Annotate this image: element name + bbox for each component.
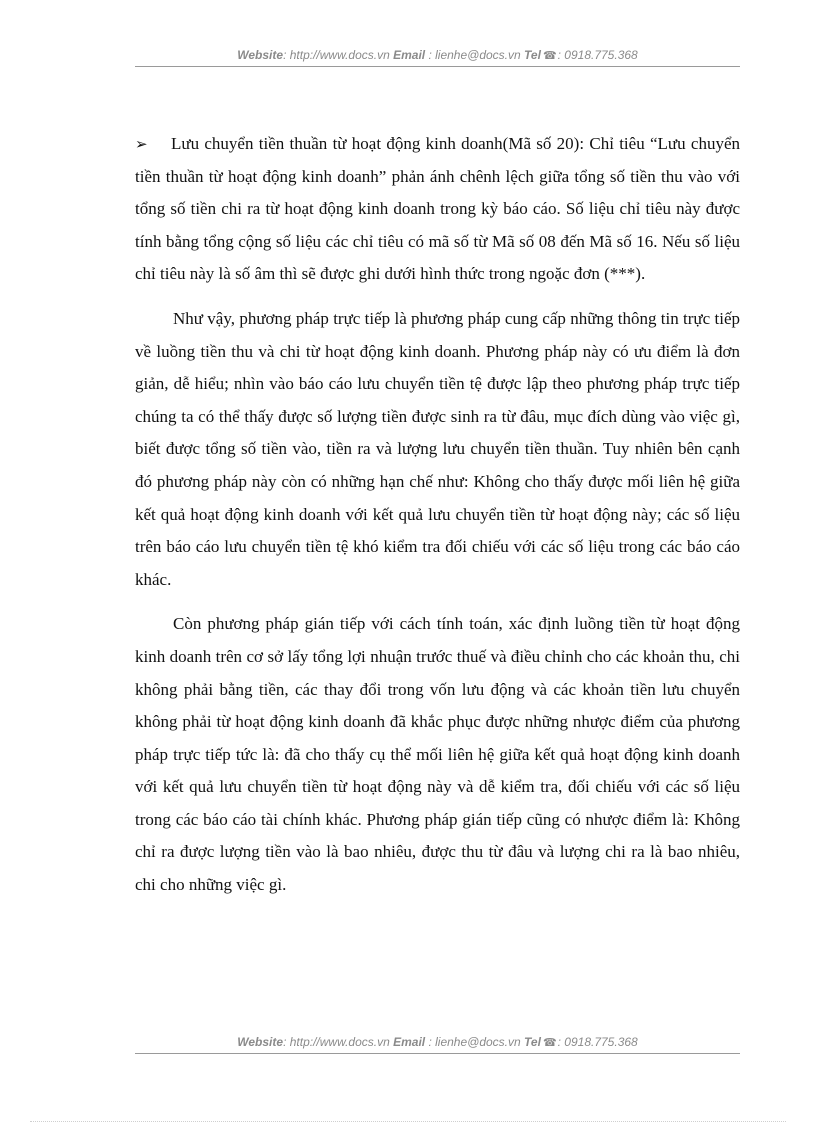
paragraph-2: Như vậy, phương pháp trực tiếp là phương pháp cung cấp những thông tin trực tiếp về luồng tiền thu và chi từ hoạt động kinh doanh. Phương pháp này có ưu điểm là đơn giản, dễ hiểu; nhìn vào báo cáo lưu chuyển tiền tệ được lập theo phương pháp trực tiếp chúng ta có thể thấy được số lượng tiền được sinh ra từ đâu, mục đích dùng vào việc gì, biết được tổng số tiền vào, tiền ra và lượng lưu chuyển tiền thuần. Tuy nhiên bên cạnh đó phương pháp này còn có những hạn chế như: Không cho thấy được mối liên hệ giữa kết quả hoạt động kinh doanh với kết quả lưu chuyển tiền từ hoạt động này; các số liệu trên báo cáo lưu chuyển tiền tệ khó kiểm tra đối chiếu với các số liệu trong các báo cáo khác. [135,308,740,589]
page-footer [135,1035,740,1049]
phone-icon: ☎ [542,50,557,62]
header-tel-value: : 0918.775.368 [557,48,638,62]
page-header [135,48,740,62]
paragraph-3: Còn phương pháp gián tiếp với cách tính toán, xác định luồng tiền từ hoạt động kinh doanh trên cơ sở lấy tổng lợi nhuận trước thuế và điều chỉnh cho các khoản thu, chi không phải bằng tiền, các thay đổi trong vốn lưu động và các khoản tiền lưu chuyển không phải từ hoạt động kinh doanh đã khắc phục được những nhược điểm của phương pháp trực tiếp tức là: đã cho thấy cụ thể mối liên hệ giữa kết quả hoạt động kinh doanh với kết quả lưu chuyển tiền từ hoạt động này và dễ kiểm tra, đối chiếu với các số liệu trong các báo cáo tài chính khác. Phương pháp gián tiếp cũng có nhược điểm là: Không chỉ ra được lượng tiền vào là bao nhiêu, được thu từ đâu và lượng chi ra là bao nhiêu, chi cho những việc gì. [135,614,740,895]
header-divider [135,66,740,67]
header-tel-label: Tel [524,48,541,62]
header-email-value: : lienhe@docs.vn [425,48,525,62]
footer-website-label: Website [237,1035,284,1049]
arrow-bullet-icon: ➢ [135,135,148,153]
paragraph-1 [135,128,740,291]
header-website-value: : http://www.docs.vn [283,48,394,62]
header-website-label: Website [237,48,284,62]
footer-email-value: : lienhe@docs.vn [425,1035,525,1049]
phone-icon: ☎ [542,1037,557,1049]
footer-tel-value: : 0918.775.368 [557,1035,638,1049]
page-edge-divider [30,1121,786,1122]
header-email-label: Email [393,48,426,62]
paragraph-1-text: Lưu chuyển tiền thuần từ hoạt động kinh doanh(Mã số 20): Chỉ tiêu “Lưu chuyển tiền thuần từ hoạt động kinh doanh” phản ánh chênh lệch giữa tổng số tiền thu vào với tổng số tiền chi ra từ hoạt động kinh doanh trong kỳ báo cáo. Số liệu chỉ tiêu này được tính bằng tổng cộng số liệu các chỉ tiêu có mã số từ Mã số 08 đến Mã số 16. Nếu số liệu chỉ tiêu này là số âm thì sẽ được ghi dưới hình thức trong ngoặc đơn (***). [135,134,740,284]
document-body [135,128,740,914]
footer-email-label: Email [393,1035,426,1049]
footer-tel-label: Tel [524,1035,541,1049]
footer-divider [135,1053,740,1054]
footer-website-value: : http://www.docs.vn [283,1035,394,1049]
